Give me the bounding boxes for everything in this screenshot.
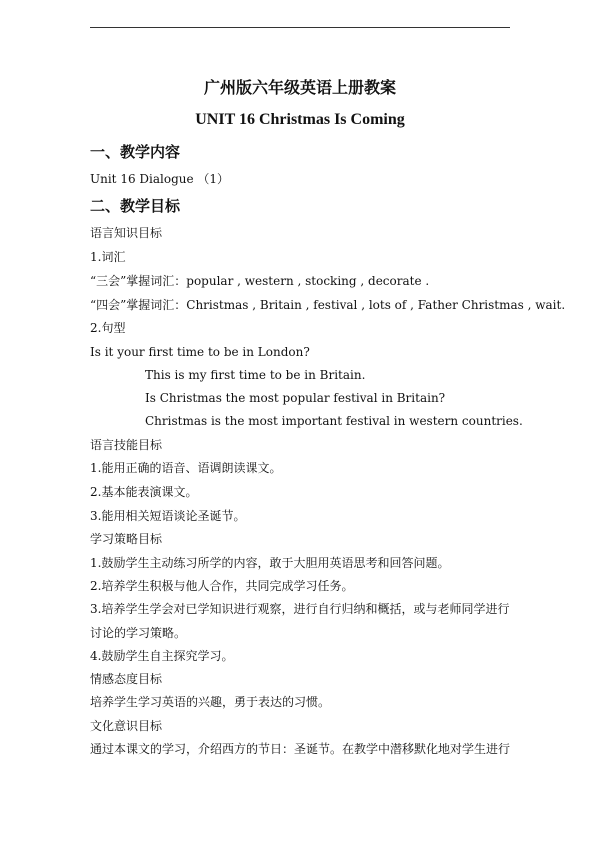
language-skill-item: 1.能用正确的语音、语调朗读课文。: [90, 461, 282, 475]
sentence-4: Christmas is the most important festival in western countries.: [145, 414, 523, 428]
vocab-title: 1.词汇: [90, 250, 126, 264]
section-heading-objectives: 二、教学目标: [90, 197, 181, 215]
strategy-item: 2.培养学生积极与他人合作，共同完成学习任务。: [90, 579, 354, 593]
language-skill-item: 3.能用相关短语谈论圣诞节。: [90, 509, 246, 523]
language-skill-item: 2.基本能表演课文。: [90, 485, 198, 499]
document-title: 广州版六年级英语上册教案: [203, 78, 396, 97]
sentence-title: 2.句型: [90, 321, 126, 335]
culture-label: 文化意识目标: [90, 719, 163, 733]
three-skills-vocab: “三会”掌握词汇：popular , western , stocking , decorate .: [90, 274, 430, 288]
strategy-item: 1.鼓励学生主动练习所学的内容，敢于大胆用英语思考和回答问题。: [90, 556, 450, 570]
strategy-item-continued: 讨论的学习策略。: [90, 626, 187, 640]
sentence-1: Is it your first time to be in London?: [90, 345, 310, 359]
unit-title: UNIT 16 Christmas Is Coming: [195, 111, 405, 128]
emotion-text: 培养学生学习英语的兴趣，勇于表达的习惯。: [90, 695, 331, 709]
sentence-3: Is Christmas the most popular festival in Britain?: [145, 391, 446, 405]
strategy-item: 3.培养学生学会对已学知识进行观察，进行自行归纳和概括，或与老师同学进行: [90, 602, 510, 616]
sentence-2: This is my first time to be in Britain.: [145, 368, 366, 382]
header-rule: [90, 27, 510, 28]
emotion-label: 情感态度目标: [90, 672, 163, 686]
section-heading-content: 一、教学内容: [90, 143, 181, 161]
language-knowledge-label: 语言知识目标: [90, 226, 163, 240]
unit-dialogue-line: Unit 16 Dialogue （1）: [90, 172, 230, 186]
language-skills-label: 语言技能目标: [90, 438, 163, 452]
four-skills-vocab: “四会”掌握词汇：Christmas , Britain , festival , lots of , Father Christmas , wait.: [90, 298, 566, 312]
culture-text: 通过本课文的学习，介绍西方的节日：圣诞节。在教学中潜移默化地对学生进行: [90, 742, 511, 756]
learning-strategy-label: 学习策略目标: [90, 532, 163, 546]
strategy-item: 4.鼓励学生自主探究学习。: [90, 649, 234, 663]
